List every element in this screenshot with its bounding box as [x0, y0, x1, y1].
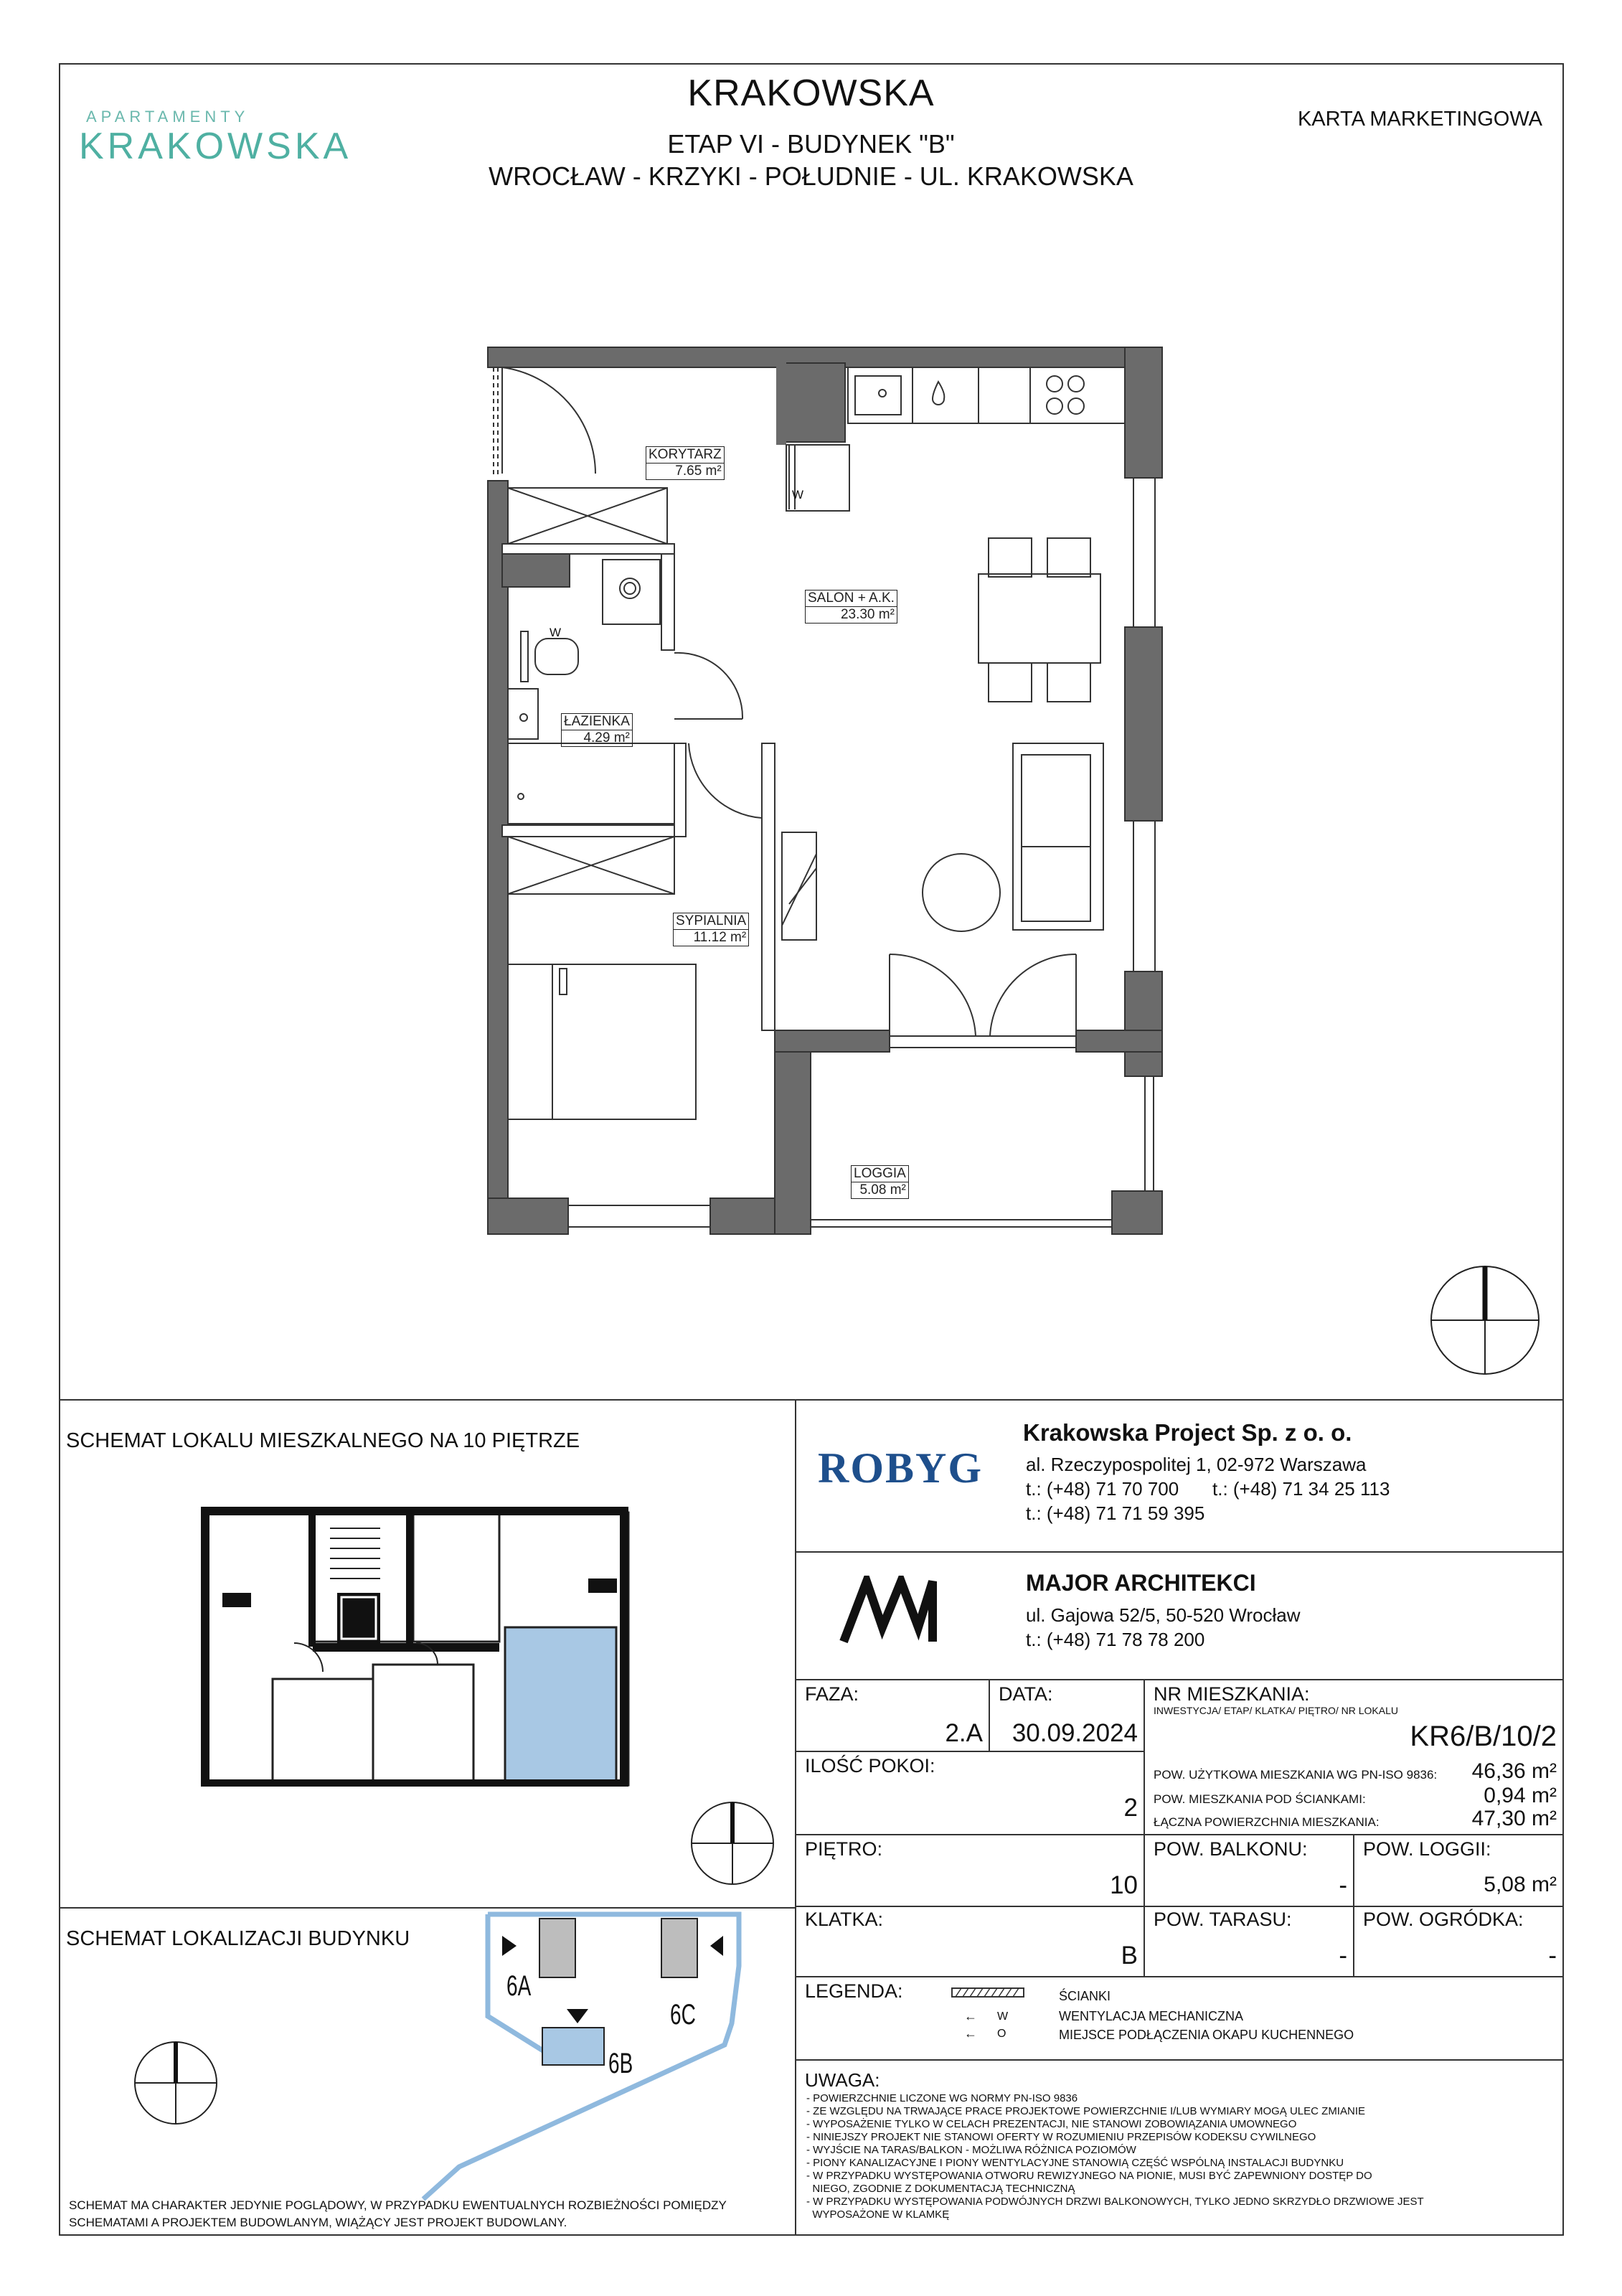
- pokoi-label: ILOŚĆ POKOI:: [805, 1755, 935, 1777]
- klatka-label: KLATKA:: [805, 1909, 884, 1930]
- room-area: 4.29 m²: [583, 730, 630, 745]
- note-item: - WYJŚCIE NA TARAS/BALKON - MOŻLIWA RÓŻNICA POZIOMÓW: [806, 2144, 1136, 2156]
- room-lazienka-label: [561, 713, 633, 747]
- note-item: - W PRZYPADKU WYSTĘPOWANIA OTWORU REWIZYJNEGO NA PIONIE, MUSI BYĆ ZAPEWNIONY DOSTĘP DO: [806, 2170, 1372, 2182]
- building-label-6b: 6B: [608, 2048, 633, 2079]
- notes-title: UWAGA:: [805, 2069, 880, 2091]
- klatka-value: B: [1121, 1942, 1138, 1970]
- note-item: - PIONY KANALIZACYJNE I PIONY WENTYLACYJNE STANOWIĄ CZĘŚĆ WSPÓLNĄ INSTALACJI BUDYNKU: [806, 2157, 1344, 2169]
- schemat-lokalu-title: SCHEMAT LOKALU MIESZKALNEGO NA 10 PIĘTRZE: [66, 1429, 580, 1452]
- developer-phone-3: t.: (+48) 71 71 59 395: [1026, 1502, 1205, 1524]
- pow-laczna-value: 47,30 m²: [1471, 1807, 1557, 1830]
- divider: [795, 1679, 1564, 1680]
- disclaimer: SCHEMAT MA CHARAKTER JEDYNIE POGLĄDOWY, W PRZYPADKU EWENTUALNYCH ROZBIEŻNOŚCI POMIĘDZY SCHEMATAMI A PROJEKTEM BUDOWLANYM, WIĄŻĄCY JEST PROJEKT BUDOWLANY.: [69, 2198, 727, 2229]
- divider: [795, 1751, 1144, 1752]
- pow-scianki-label: POW. MIESZKANIA POD ŚCIANKAMI:: [1154, 1792, 1366, 1806]
- room-sypialnia-label: [673, 913, 749, 946]
- room-name: SYPIALNIA: [674, 913, 748, 930]
- room-name: ŁAZIENKA: [562, 714, 632, 730]
- robyg-logo: ROBYG: [817, 1444, 984, 1492]
- developer-address: al. Rzeczypospolitej 1, 02-972 Warszawa: [1026, 1454, 1367, 1475]
- floor-schematic: [201, 1507, 631, 1794]
- divider: [795, 1906, 1564, 1907]
- legend-o-mark: O: [997, 2028, 1006, 2040]
- page-location: WROCŁAW - KRZYKI - POŁUDNIE - UL. KRAKOWSKA: [489, 161, 1133, 191]
- divider: [59, 1399, 1564, 1401]
- room-area: 23.30 m²: [840, 607, 895, 622]
- legend-item: WENTYLACJA MECHANICZNA: [1059, 2009, 1244, 2023]
- note-item: WYPOSAŻONE W KLAMKĘ: [806, 2208, 950, 2221]
- pokoi-value: 2: [1123, 1794, 1138, 1822]
- card-type: KARTA MARKETINGOWA: [1297, 108, 1542, 131]
- room-name: SALON + A.K.: [806, 591, 897, 607]
- architect-name: MAJOR ARCHITEKCI: [1026, 1570, 1256, 1596]
- divider: [795, 2059, 1564, 2061]
- vent-mark-w: W: [550, 626, 562, 639]
- room-loggia-label: [851, 1165, 909, 1199]
- logo-top-text: APARTAMENTY: [86, 108, 250, 126]
- room-salon-label: [805, 590, 897, 624]
- data-value: 30.09.2024: [1012, 1719, 1138, 1747]
- pietro-value: 10: [1110, 1871, 1138, 1899]
- ogrodek-label: POW. OGRÓDKA:: [1363, 1909, 1524, 1930]
- balkon-label: POW. BALKONU:: [1154, 1838, 1308, 1860]
- pow-uzytkowa-value: 46,36 m²: [1471, 1759, 1557, 1783]
- room-korytarz-label: [646, 446, 725, 480]
- divider: [1144, 1679, 1145, 1976]
- pietro-label: PIĘTRO:: [805, 1838, 883, 1860]
- room-name: LOGGIA: [852, 1166, 908, 1182]
- logo-brand-text: KRAKOWSKA: [79, 126, 352, 167]
- room-area: 11.12 m²: [693, 930, 747, 945]
- arrow-left-icon: ←: [964, 2009, 977, 2023]
- nr-sub-label: INWESTYCJA/ ETAP/ KLATKA/ PIĘTRO/ NR LOKALU: [1154, 1705, 1398, 1716]
- room-name: KORYTARZ: [646, 447, 724, 464]
- pow-scianki-value: 0,94 m²: [1484, 1784, 1557, 1807]
- legend-item: MIEJSCE PODŁĄCZENIA OKAPU KUCHENNEGO: [1059, 2028, 1354, 2042]
- architect-address: ul. Gajowa 52/5, 50-520 Wrocław: [1026, 1604, 1301, 1626]
- data-label: DATA:: [999, 1683, 1053, 1705]
- note-item: NIEGO, ZGODNIE Z DOKUMENTACJĄ TECHNICZNĄ: [806, 2183, 1075, 2195]
- divider: [795, 1551, 1564, 1553]
- legend-item: ŚCIANKI: [1059, 1989, 1111, 2003]
- legend-w-mark: W: [997, 2010, 1009, 2023]
- wall-hatch-icon: [951, 1987, 1024, 1998]
- note-item: - ZE WZGLĘDU NA TRWAJĄCE PRACE PROJEKTOWE POWIERZCHNIE I/LUB WYMIARY MOGĄ ULEC ZMIANIE: [806, 2105, 1365, 2117]
- pow-uzytkowa-label: POW. UŻYTKOWA MIESZKANIA WG PN-ISO 9836:: [1154, 1768, 1438, 1782]
- building-label-6a: 6A: [506, 1970, 532, 2002]
- divider: [795, 1399, 796, 2236]
- note-item: - NINIEJSZY PROJEKT NIE STANOWI OFERTY W ROZUMIENIU PRZEPISÓW KODEKSU CYWILNEGO: [806, 2131, 1316, 2143]
- nr-label: NR MIESZKANIA:: [1154, 1683, 1310, 1705]
- note-item: - WYPOSAŻENIE TYLKO W CELACH PREZENTACJI, NIE STANOWI ZOBOWIĄZANIA UMOWNEGO: [806, 2118, 1297, 2130]
- divider: [1353, 1834, 1354, 1976]
- ogrodek-value: -: [1548, 1942, 1557, 1970]
- pow-laczna-label: ŁĄCZNA POWIERZCHNIA MIESZKANIA:: [1154, 1815, 1380, 1829]
- schemat-budynku-title: SCHEMAT LOKALIZACJI BUDYNKU: [66, 1927, 410, 1950]
- developer-phone-2: t.: (+48) 71 34 25 113: [1212, 1478, 1390, 1500]
- nr-value: KR6/B/10/2: [1410, 1721, 1557, 1752]
- taras-label: POW. TARASU:: [1154, 1909, 1292, 1930]
- arrow-left-icon: ←: [964, 2026, 977, 2041]
- major-architekci-logo: [838, 1576, 953, 1647]
- compass-icon: [132, 2039, 220, 2127]
- vent-mark-w: W: [792, 488, 804, 502]
- divider: [989, 1679, 990, 1751]
- compass-icon: [689, 1799, 776, 1887]
- page-subtitle: ETAP VI - BUDYNEK "B": [667, 129, 955, 159]
- floor-plan: [445, 316, 1248, 1263]
- divider: [795, 1834, 1564, 1835]
- compass-icon: [1428, 1263, 1542, 1378]
- faza-label: FAZA:: [805, 1683, 859, 1705]
- divider: [795, 1976, 1564, 1977]
- room-area: 7.65 m²: [675, 464, 722, 479]
- architect-phone: t.: (+48) 71 78 78 200: [1026, 1629, 1205, 1650]
- developer-name: Krakowska Project Sp. z o. o.: [1023, 1419, 1352, 1446]
- taras-value: -: [1339, 1942, 1347, 1970]
- page-title: KRAKOWSKA: [687, 72, 935, 114]
- loggia-label: POW. LOGGII:: [1363, 1838, 1491, 1860]
- building-label-6c: 6C: [670, 1999, 696, 2031]
- balkon-value: -: [1339, 1871, 1347, 1899]
- loggia-value: 5,08 m²: [1484, 1873, 1557, 1896]
- faza-value: 2.A: [945, 1719, 983, 1747]
- notes-list: [806, 2092, 1552, 2221]
- room-area: 5.08 m²: [859, 1182, 906, 1198]
- site-schematic: [402, 1909, 775, 2210]
- developer-phone-1: t.: (+48) 71 70 700: [1026, 1478, 1179, 1500]
- note-item: - POWIERZCHNIE LICZONE WG NORMY PN-ISO 9836: [806, 2092, 1078, 2104]
- note-item: - W PRZYPADKU WYSTĘPOWANIA PODWÓJNYCH DRZWI BALKONOWYCH, TYLKO JEDNO SKRZYDŁO DRZWIOWE JEST: [806, 2196, 1424, 2208]
- legend-title: LEGENDA:: [805, 1980, 903, 2002]
